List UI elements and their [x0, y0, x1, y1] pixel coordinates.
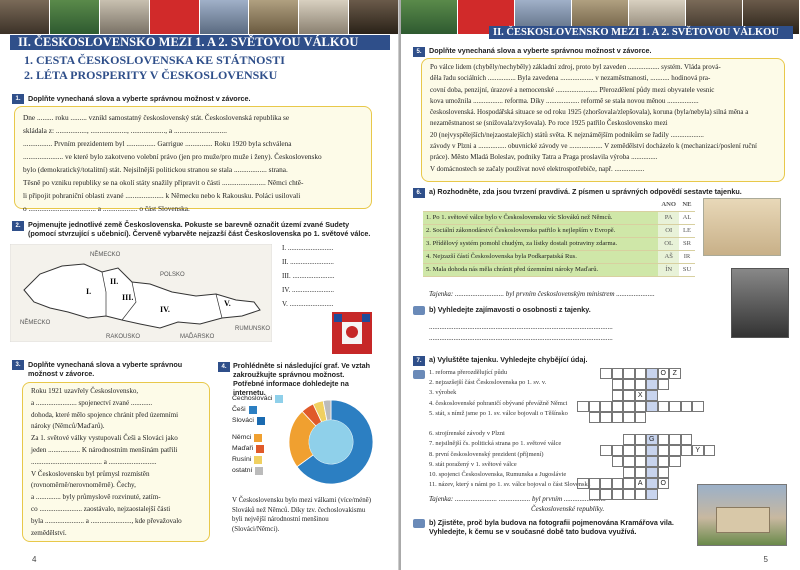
col-ano: ANO	[658, 198, 679, 211]
fill-line[interactable]: ................ Prvním prezidentem byl ................ Garrigue ............... Roku 1920 byla schválena	[23, 139, 292, 148]
portrait-photo-icon	[731, 268, 789, 338]
task-instruction: a) Vyluštěte tajenku. Vyhledejte chybějící údaj.	[429, 355, 588, 364]
crossword-cell[interactable]	[600, 401, 612, 412]
map-label: IV.	[160, 305, 170, 314]
crossword-clue: 6. strojírenské závody v Plzni	[429, 430, 505, 438]
ano-option[interactable]: OI	[658, 224, 679, 237]
page-number: 4	[32, 555, 37, 564]
ne-option[interactable]: AL	[679, 211, 695, 224]
crossword-cell[interactable]	[612, 401, 624, 412]
crossword-cell[interactable]	[681, 445, 693, 456]
legend-item	[232, 404, 292, 415]
crossword-cell[interactable]	[669, 445, 681, 456]
crossword-cell[interactable]	[612, 478, 624, 489]
legend-item	[232, 454, 292, 465]
answer-line[interactable]: II. .........................	[282, 258, 334, 266]
fill-line[interactable]: děla řadu sociálních ................ Byla zavedena ................... v nezaměstnanosti, ........... hodinová pra-	[430, 74, 711, 83]
fill-line[interactable]: Po válce lidem (chyběly/nechyběly) základní zdroj, proto byl zaveden .................. systém. Vláda prová-	[430, 63, 721, 71]
czechoslovakia-map[interactable]	[10, 244, 272, 342]
task-number: 2.	[12, 221, 24, 231]
crossword-cell[interactable]	[646, 445, 658, 456]
legend-label: Němci	[232, 434, 252, 441]
legend-label: Češi	[232, 406, 246, 413]
table-row	[423, 211, 695, 224]
fill-line[interactable]: zemědělství.	[31, 528, 67, 537]
table-row	[423, 237, 695, 250]
fill-line[interactable]: o ..................................... a ................... o část Slovenska.	[23, 204, 190, 213]
header-photo-strip	[0, 0, 399, 34]
fill-line[interactable]: V domácnostech se začaly používat nové elektrospotřebiče, např. .................	[430, 164, 645, 173]
map-answer-lines	[282, 241, 382, 311]
statement: 1. Po 1. světové válce bylo v Československu víc Slováků než Němců.	[423, 211, 658, 224]
ano-option[interactable]: ÍN	[658, 263, 679, 276]
fill-line[interactable]: a .............. byly průmyslově rozvinuté, zatím-	[31, 493, 161, 502]
crossword-cell[interactable]	[623, 379, 635, 390]
ne-option[interactable]: IR	[679, 250, 695, 263]
photo-portrait-icon	[0, 0, 50, 34]
tajenka-line[interactable]: Tajenka: ............................ byl prvním československým ministrem ......................	[429, 290, 655, 298]
crossword-clue: 2. nejzazšejší část Československa po 1. sv. v.	[429, 379, 547, 387]
fill-line[interactable]: co ........................ zaostávalo, nejzaostalejší části	[31, 504, 171, 513]
crossword-cell[interactable]	[658, 456, 670, 467]
task-instruction: b) Zjistěte, proč byla budova na fotografii pojmenována Kramářova vila. Vyhledejte, k čemu se v současné době tato budova využívá.	[429, 518, 674, 536]
fill-line[interactable]: kova umožnila ................. reforma. Díky ................... reformě se stala novou měnou ..................	[430, 96, 699, 105]
map-region-label: MAĎARSKO	[180, 334, 215, 340]
crossword-cell[interactable]	[589, 478, 601, 489]
crossword-cell[interactable]	[635, 401, 647, 412]
statement: 5. Mala dohoda nás měla chránit před územními nároky Maďarů.	[423, 263, 658, 276]
fill-line[interactable]: Dne ......... roku ......... vznikl samostatný československý stát. Československá republika se	[23, 113, 290, 122]
map-label: I.	[86, 287, 92, 296]
crossword-cell[interactable]: O	[658, 368, 670, 379]
crossword-cell[interactable]	[658, 467, 670, 478]
fill-line[interactable]: bylo (demokratický/totalitní) stát. Nejsilnější politickou stranou se stala .................. strana.	[23, 165, 288, 174]
fill-line[interactable]: li připojit pohraniční oblasti zvané ..................... k Německu nebo k Rakousku. Poláci usilovali	[23, 191, 301, 200]
legend-label: Čechoslováci	[232, 395, 273, 402]
col-ne: NE	[679, 198, 695, 211]
photo-crowd-icon	[100, 0, 150, 34]
task-instruction: a) Rozhodněte, zda jsou tvrzení pravdivá. Z písmen u správných odpovědí sestavte tajenku.	[429, 187, 742, 196]
fill-line[interactable]: Těsně po vzniku republiky se na okolí státy snažily připravit o části ........................ Němci chtě-	[23, 178, 304, 187]
crossword-cell[interactable]	[635, 368, 647, 379]
crossword-clue: 7. nejsilnější čs. politická strana po 1. světové válce	[429, 440, 562, 448]
map-region-label: RUMUNSKO	[235, 326, 271, 332]
internet-icon	[413, 370, 425, 379]
answer-line[interactable]: IV. ........................	[282, 286, 334, 294]
crossword-cell[interactable]	[623, 412, 635, 423]
crossword-cell[interactable]	[681, 401, 693, 412]
crossword-clue: 10. spojenci Československa, Rumunska a Jugoslávie	[429, 471, 567, 479]
crossword-cell[interactable]	[635, 467, 647, 478]
page-title: II. ČESKOSLOVENSKO MEZI 1. A 2. SVĚTOVOU VÁLKOU	[10, 35, 390, 50]
crossword-cell[interactable]	[623, 434, 635, 445]
legend-swatch	[275, 395, 283, 403]
crossword-cell[interactable]	[669, 401, 681, 412]
fill-line[interactable]: a ....................... spojenectví zvané ............	[31, 398, 153, 407]
fill-line[interactable]: ........................................ a ...........................	[31, 457, 157, 466]
task-number: 4.	[218, 362, 230, 372]
ano-option[interactable]: AŠ	[658, 250, 679, 263]
task-number: 6.	[413, 188, 425, 198]
map-region-label: POLSKO	[160, 272, 185, 278]
photo-airplane-icon	[299, 0, 349, 34]
map-region-label: RAKOUSKO	[106, 334, 141, 340]
ano-option[interactable]: OL	[658, 237, 679, 250]
bata-logo-icon	[150, 0, 200, 34]
crossword-cell[interactable]	[623, 368, 635, 379]
legend-label: Rusíni	[232, 456, 252, 463]
crossword-clue: 9. stát poražený v 1. světové válce	[429, 460, 517, 468]
chart-note: V Československu bylo mezi válkami (více/méně) Slováků než Němců. Díky tzv. čechoslovakismu byli nejvější národnostní menšinou (Slováci/Němci).	[232, 497, 371, 533]
crossword-cell[interactable]	[623, 401, 635, 412]
crossword-cell[interactable]	[600, 478, 612, 489]
legend-item	[232, 443, 292, 454]
crossword-cell[interactable]	[600, 445, 612, 456]
subtitle-2: 2. LÉTA PROSPERITY V ČESKOSLOVENSKU	[24, 68, 278, 82]
crossword-cell[interactable]	[612, 412, 624, 423]
crossword-cell[interactable]: X	[635, 390, 647, 401]
answer-line[interactable]: I. ..........................	[282, 244, 334, 252]
fill-line[interactable]: nároky (Němců/Maďarů).	[31, 422, 105, 431]
crossword-cell[interactable]	[612, 456, 624, 467]
crossword-cell[interactable]	[658, 445, 670, 456]
crossword-cell[interactable]	[635, 434, 647, 445]
task-instruction: Doplňte vynechaná slova a vyberte správnou možnost v závorce.	[429, 46, 652, 55]
fill-line[interactable]: skládala z: ................., ...................., ..................., a .............................	[23, 126, 227, 135]
legend-item	[232, 415, 292, 426]
answer-line[interactable]: V. .........................	[282, 300, 334, 308]
crossword-cell[interactable]	[646, 390, 658, 401]
crossword-cell[interactable]	[600, 368, 612, 379]
crossword-cell[interactable]	[646, 456, 658, 467]
true-false-table	[423, 198, 695, 277]
crossword-cell[interactable]	[646, 379, 658, 390]
fill-line[interactable]: 20 (nejvyspělejších/nejzaostalejších) států světa. K nejznámějším podnikům se řadily ...................	[430, 130, 704, 139]
task-instruction: Pojmenujte jednotlivé země Československa. Pokuste se barevně označit území zvané Sudety (pomocí stvrzující s učebnicí). Červeně vybarvěte nejzazší část Československa po 1. světové válce.	[28, 220, 371, 238]
ne-option[interactable]: SU	[679, 263, 695, 276]
kramar-villa-photo-icon	[697, 484, 787, 546]
crossword-cell[interactable]	[635, 412, 647, 423]
crossword-cell[interactable]	[612, 390, 624, 401]
crossword-clue: 4. československé pohraničí obývané převážně Němci	[429, 399, 568, 407]
task-instruction: b) Vyhledejte zajímavosti o osobnosti z tajenky.	[429, 305, 591, 314]
crossword-cell[interactable]: O	[658, 478, 670, 489]
tajenka-note: Československé republiky.	[531, 505, 605, 513]
banknote-image-icon	[401, 0, 458, 34]
crossword-cell[interactable]	[669, 434, 681, 445]
crossword-cell[interactable]	[635, 456, 647, 467]
crossword-cell[interactable]	[646, 368, 658, 379]
crossword-cell[interactable]	[612, 445, 624, 456]
fill-line[interactable]: V Československu byl průmysl rozmístěn	[31, 469, 150, 478]
map-region-label: NĚMECKO	[20, 320, 51, 326]
tajenka-line[interactable]: Tajenka: ........................ .................. byl prvním ........................	[429, 495, 606, 503]
coat-of-arms-icon	[330, 310, 374, 356]
internet-icon	[413, 306, 425, 315]
crossword-cell[interactable]	[623, 456, 635, 467]
crossword-cell[interactable]	[577, 401, 589, 412]
legend-label: Maďaři	[232, 445, 254, 452]
crossword-cell[interactable]	[692, 401, 704, 412]
ne-option[interactable]: SR	[679, 237, 695, 250]
fill-line[interactable]: závody v Plzni a ................ obuvnické závody ve ................... V zemědělství docházelo k (mechanizaci/poslení ruční práce). Město Mladá Boleslav, podniky Tatra a Praga proslavila výroba ...............	[430, 142, 757, 162]
crossword-cell[interactable]	[681, 434, 693, 445]
legend-swatch	[256, 445, 264, 453]
map-label: II.	[110, 277, 119, 286]
crossword-clue: 5. stát, s nímž jsme po 1. sv. válce bojovali o Těšínsko	[429, 409, 568, 417]
task-instruction: Doplňte vynechaná slova a vyberte správnou možnost v závorce.	[28, 94, 251, 103]
crossword-clue: 3. výrobek	[429, 389, 457, 397]
ano-option[interactable]: PA	[658, 211, 679, 224]
crossword-cell[interactable]: A	[635, 478, 647, 489]
crossword-cell[interactable]	[600, 412, 612, 423]
photo-car-icon	[249, 0, 299, 34]
crossword-cell[interactable]	[635, 379, 647, 390]
legend-item	[232, 432, 292, 443]
crossword-clue: 8. první československý prezident (příjmení)	[429, 450, 544, 458]
table-row	[423, 263, 695, 276]
legend-swatch	[254, 456, 262, 464]
crossword-cell[interactable]	[589, 412, 601, 423]
crossword-cell[interactable]	[658, 401, 670, 412]
legend-item	[232, 393, 292, 404]
fill-line[interactable]: ...................... ve které bylo zakotveno volební právo (jen pro muže/pro muže i ženy). Československo	[23, 152, 322, 161]
task-instruction: Prohlédněte si následující graf. Ve vztah zakroužkujte správnou možnost. Potřebné informace dohledejte na internetu.	[233, 361, 371, 397]
crossword-cell[interactable]	[646, 478, 658, 489]
nationality-donut-chart	[284, 395, 378, 489]
crossword-cell[interactable]: Y	[692, 445, 704, 456]
fill-line[interactable]: Za 1. světové války vystupovali Češi a Slováci jako	[31, 434, 178, 443]
crossword-cell[interactable]	[623, 467, 635, 478]
crossword-cell[interactable]	[658, 379, 670, 390]
fill-in-box	[421, 58, 785, 182]
map-label: V.	[224, 299, 231, 308]
answer-lines[interactable]: ......................................................................................................... .........................................................................................................	[429, 323, 613, 342]
map-label: III.	[122, 293, 134, 302]
crossword-cell[interactable]	[623, 445, 635, 456]
crossword-cell[interactable]: Z	[669, 368, 681, 379]
statement: 2. Sociální zákonodárství Československa patřilo k nejlepším v Evropě.	[423, 224, 658, 237]
ne-option[interactable]: LE	[679, 224, 695, 237]
fill-in-box	[22, 382, 210, 542]
legend-swatch	[254, 434, 262, 442]
map-region-label: NĚMECKO	[90, 252, 121, 258]
legend-swatch	[255, 467, 263, 475]
crossword-cell[interactable]	[589, 401, 601, 412]
task-instruction: Doplňte vynechaná slova a vyberte správnou možnost v závorce.	[28, 360, 183, 378]
crossword-cell[interactable]	[577, 478, 589, 489]
task-number: 3.	[12, 360, 24, 370]
fill-line[interactable]: Roku 1921 uzavřely Československo,	[31, 387, 139, 395]
crossword-cell[interactable]	[623, 478, 635, 489]
table-row	[423, 250, 695, 263]
fill-line[interactable]: (rovnoměrně/nerovnoměrně). Čechy,	[31, 481, 136, 490]
crossword-cell[interactable]	[646, 467, 658, 478]
page-number: 5	[763, 555, 768, 564]
internet-icon	[413, 519, 425, 528]
legend-label: ostatní	[232, 467, 253, 474]
banknote-image-icon	[50, 0, 100, 34]
crossword-cell[interactable]	[623, 390, 635, 401]
crossword-cell[interactable]	[612, 368, 624, 379]
document-image-icon	[703, 198, 781, 256]
fill-line[interactable]: byla ...................... a ......................., kde převažovalo	[31, 516, 182, 525]
crossword-cell[interactable]: G	[646, 434, 658, 445]
task-number: 5.	[413, 47, 425, 57]
fill-line[interactable]: československá. Hospodářská situace se od roku 1925 (zhoršovala/zlepšovala), koruna (byla/nebyla) silná měna a nezaměstnanost se (snižovala/zvyšovala). Po roce 1925 patřilo Československo mezi	[430, 108, 749, 128]
donut-center	[309, 420, 353, 464]
crossword-cell[interactable]	[658, 434, 670, 445]
right-page	[401, 0, 800, 570]
statement: 3. Přídělový systém pomohl chudým, za lístky dostali potraviny zdarma.	[423, 237, 658, 250]
page-title: II. ČESKOSLOVENSKO MEZI 1. A 2. SVĚTOVOU VÁLKOU	[489, 26, 793, 39]
crossword-cell[interactable]	[635, 445, 647, 456]
left-page	[0, 0, 399, 570]
answer-line[interactable]: III. ........................	[282, 272, 335, 280]
fill-line[interactable]: covní doba, penzijní, úrazové a nemocenské ........................ Přerozdělení půdy mezi obyvatele vesnic	[430, 85, 715, 94]
table-row	[423, 224, 695, 237]
crossword-grid[interactable]	[577, 368, 727, 500]
crossword-cell[interactable]	[646, 401, 658, 412]
subtitle-1: 1. CESTA ČESKOSLOVENSKA KE STÁTNOSTI	[24, 53, 285, 67]
legend-item	[232, 465, 292, 476]
task-number: 7.	[413, 356, 425, 366]
crossword-clue: 1. reforma přerozdělující půdu	[429, 369, 508, 376]
crossword-cell[interactable]	[704, 445, 716, 456]
crossword-cell[interactable]	[669, 456, 681, 467]
fill-in-box	[14, 106, 372, 213]
chart-legend	[232, 393, 292, 476]
fill-line[interactable]: dohoda, které mělo spojence chránit před územními	[31, 410, 179, 419]
legend-swatch	[257, 417, 265, 425]
crossword-clue: 11. název, který s námi po 1. sv. válce bojoval o část Slovenska	[429, 481, 591, 489]
crossword-cell[interactable]	[612, 379, 624, 390]
photo-building-icon	[200, 0, 250, 34]
fill-line[interactable]: jeden .................. K národnostním menšinám patřili	[31, 445, 178, 454]
photo-portrait2-icon	[349, 0, 399, 34]
statement: 4. Nejzazší částí Československa byla Podkarpatská Rus.	[423, 250, 658, 263]
legend-label: Slováci	[232, 417, 254, 424]
task-number: 1.	[12, 94, 24, 104]
legend-swatch	[249, 406, 257, 414]
